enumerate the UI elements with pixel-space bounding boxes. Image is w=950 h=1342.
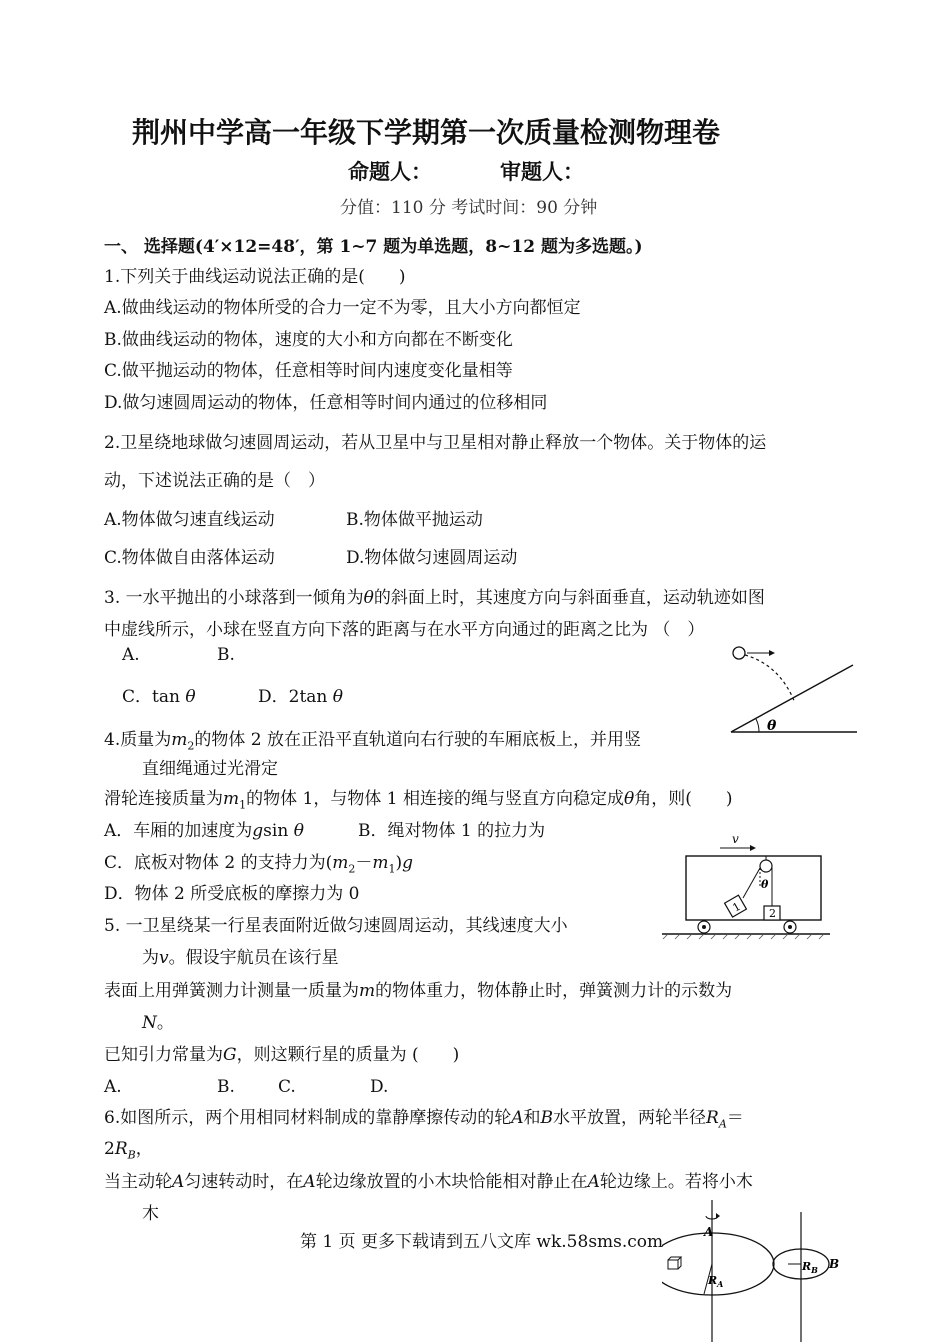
q2-stem-line1: 2.卫星绕地球做匀速圆周运动，若从卫星中与卫星相对静止释放一个物体。关于物体的运 — [104, 433, 767, 453]
angle-label: θ — [761, 878, 769, 891]
arrow-head — [750, 845, 756, 851]
q2-option-d: D.物体做匀速圆周运动 — [346, 548, 518, 568]
q5-line4: N。 — [142, 1013, 174, 1033]
carriage-body — [686, 856, 821, 920]
wheel-right-axle — [788, 925, 792, 929]
q4-option-a: A．车厢的加速度为gsin θ — [104, 821, 304, 841]
block-2-label: 2 — [769, 907, 776, 920]
q4-line2: 直细绳通过光滑定 — [142, 759, 278, 779]
q2-option-b: B.物体做平抛运动 — [346, 510, 483, 530]
q5-option-c: C. — [278, 1077, 296, 1097]
rope-angled — [743, 868, 760, 898]
q1-option-b: B.做曲线运动的物体，速度的大小和方向都在不断变化 — [104, 330, 513, 350]
incline-surface — [731, 665, 853, 732]
q4-option-d: D．物体 2 所受底板的摩擦力为 0 — [104, 884, 360, 904]
radius-b-label: $R_B$ — [802, 1260, 818, 1275]
wheel-b-label: B — [829, 1257, 840, 1271]
page-footer: 第 1 页 更多下载请到五八文库 wk.58sms.com — [300, 1232, 664, 1252]
q4-option-c: C．底板对物体 2 的支持力为$(m_2-m_1)g$ — [104, 853, 414, 876]
q5-option-d: D. — [370, 1077, 389, 1097]
incline-figure — [725, 640, 865, 740]
q3-option-d: D．2tan θ — [258, 687, 344, 707]
q3-stem-line2: 中虚线所示，小球在竖直方向下落的距离与在水平方向通过的距离之比为 （ ） — [104, 620, 705, 640]
track-hatching — [663, 934, 824, 939]
block-1-label: 1 — [730, 899, 743, 915]
q3-option-c: C．tan θ — [122, 687, 196, 707]
q5-option-a: A. — [104, 1077, 122, 1097]
section-heading: 一、 选择题(4′×12=48′，第 1~7 题为单选题，8~12 题为多选题。) — [104, 237, 643, 257]
q5-line2: 为v。假设宇航员在该行星 — [142, 948, 339, 968]
page-title: 荆州中学高一年级下学期第一次质量检测物理卷 — [132, 116, 721, 149]
block-1 — [725, 895, 747, 917]
q3-option-a: A. — [122, 645, 140, 665]
q2-option-c: C.物体做自由落体运动 — [104, 548, 275, 568]
q4-line3: 滑轮连接质量为$m_1$的物体 1，与物体 1 相连接的绳与竖直方向稳定成θ角，则( ) — [104, 789, 733, 812]
exam-meta: 分值：110 分 考试时间：90 分钟 — [340, 198, 598, 218]
q1-stem: 1.下列关于曲线运动说法正确的是( ) — [104, 267, 406, 287]
q5-line5: 已知引力常量为G，则这颗行星的质量为 ( ) — [104, 1045, 460, 1065]
rotation-arrow-head — [716, 1213, 720, 1219]
q5-line1: 5. 一卫星绕某一行星表面附近做匀速圆周运动，其线速度大小 — [104, 916, 568, 936]
q6-line4: 木 — [142, 1204, 159, 1224]
velocity-label: v — [732, 832, 739, 846]
angle-arc — [756, 719, 759, 732]
q4-option-b: B．绳对物体 1 的拉力为 — [358, 821, 546, 841]
wheels-figure — [662, 1200, 842, 1342]
q6-line2: $2R_B$， — [104, 1139, 153, 1162]
radius-a-label: $R_A$ — [708, 1274, 724, 1289]
q3-option-b: B. — [217, 645, 235, 665]
q4-line1: 4.质量为$m_2$的物体 2 放在正沿平直轨道向右行驶的车厢底板上，并用竖 — [104, 730, 641, 753]
q6-line3: 当主动轮A匀速转动时，在A轮边缘放置的小木块恰能相对静止在A轮边缘上。若将小木 — [104, 1172, 753, 1192]
q1-option-d: D.做匀速圆周运动的物体，任意相等时间内通过的位移相同 — [104, 393, 548, 413]
q2-stem-line2: 动，下述说法正确的是（ ） — [104, 471, 325, 491]
q5-line3: 表面上用弹簧测力计测量一质量为m的物体重力，物体静止时，弹簧测力计的示数为 — [104, 981, 733, 1001]
wooden-block — [668, 1257, 681, 1269]
q1-option-a: A.做曲线运动的物体所受的合力一定不为零，且大小方向都恒定 — [104, 298, 581, 318]
q3-stem-line1: 3. 一水平抛出的小球落到一倾角为θ的斜面上时，其速度方向与斜面垂直，运动轨迹如图 — [104, 588, 765, 608]
pulley — [760, 860, 772, 872]
q6-line1: 6.如图所示，两个用相同材料制成的靠静摩擦传动的轮A和B水平放置，两轮半径$R_A=$ — [104, 1108, 744, 1131]
ball — [733, 647, 745, 659]
angle-label: θ — [767, 718, 777, 734]
wheel-a-label: A — [704, 1225, 714, 1239]
carriage-figure — [658, 830, 833, 940]
arrow-head — [769, 650, 775, 656]
wheel-left-axle — [702, 925, 706, 929]
reviewer-label: 审题人： — [500, 160, 584, 184]
author-label: 命题人： — [348, 160, 432, 184]
q1-option-c: C.做平抛运动的物体，任意相等时间内速度变化量相等 — [104, 361, 513, 381]
trajectory — [745, 655, 795, 703]
q5-option-b: B. — [217, 1077, 235, 1097]
q2-option-a: A.物体做匀速直线运动 — [104, 510, 275, 530]
